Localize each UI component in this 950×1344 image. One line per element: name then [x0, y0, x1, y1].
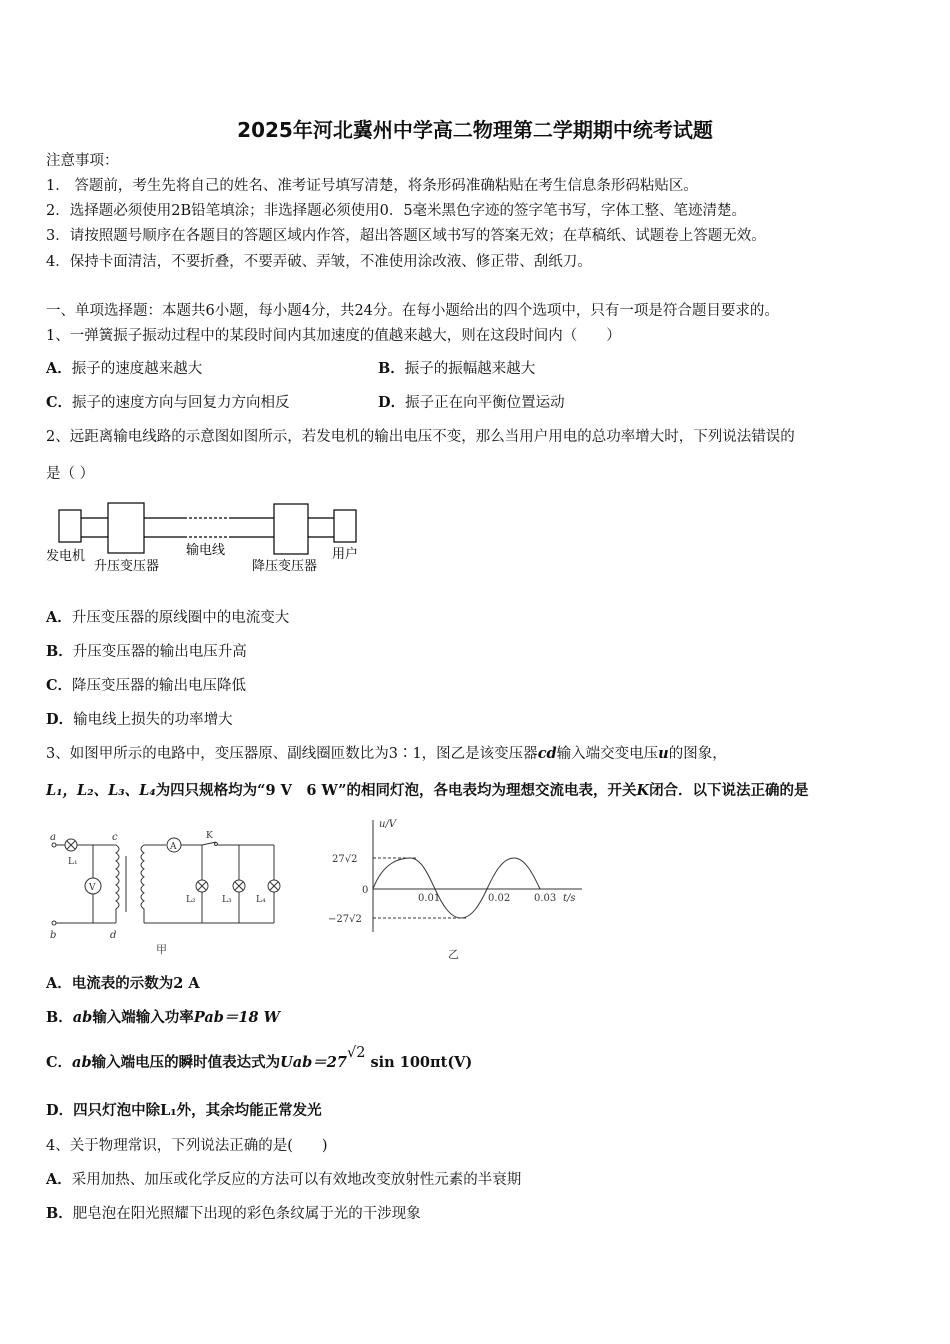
- svg-text:L₂: L₂: [186, 895, 196, 905]
- q4-stem: 4、关于物理常识，下列说法正确的是( ): [46, 1138, 328, 1154]
- svg-text:d: d: [110, 930, 117, 941]
- step-up-box: [108, 503, 144, 553]
- svg-text:乙: 乙: [448, 948, 459, 961]
- q1-stem: 1、一弹簧振子振动过程中的某段时间内其加速度的值越来越大，则在这段时间内（ ）: [46, 328, 621, 344]
- voltage-graph-b: [320, 812, 590, 962]
- q3-option-d: D．四只灯泡中除L₁外，其余均能正常发光: [46, 1102, 322, 1119]
- notice-heading: 注意事项：: [46, 153, 119, 169]
- q2-option-d: D．输电线上损失的功率增大: [46, 711, 233, 728]
- q2-stem: 2、远距离输电线路的示意图如图所示，若发电机的输出电压不变，那么当用户用电的总功率增大时，下列说法错误的: [46, 429, 795, 445]
- transmission-diagram: [44, 496, 374, 580]
- user-label: 用户: [332, 547, 359, 562]
- generator-box: [59, 510, 81, 542]
- page-title: 2025年河北冀州中学高二物理第二学期期中统考试题: [237, 118, 713, 142]
- sine-curve: [373, 858, 540, 918]
- q4-option-b: B．肥皂泡在阳光照耀下出现的彩色条纹属于光的干涉现象: [46, 1205, 421, 1222]
- q1-option-c: C．振子的速度方向与回复力方向相反: [46, 394, 290, 411]
- q3-option-c: C．ab输入端电压的瞬时值表达式为Uab＝27√2 sin 100πt(V): [46, 1045, 473, 1071]
- q1-option-a: A．振子的速度越来越大: [46, 360, 203, 377]
- svg-text:0: 0: [362, 885, 369, 896]
- svg-text:b: b: [50, 930, 57, 941]
- q3-option-a: A．电流表的示数为2 A: [46, 975, 200, 992]
- secondary-coil: [141, 845, 144, 923]
- notice-item: 1． 答题前，考生先将自己的姓名、准考证号填写清楚，将条形码准确粘贴在考生信息条形码粘贴区。: [46, 178, 698, 194]
- line-label: 输电线: [186, 543, 226, 558]
- svg-text:0.03: 0.03: [534, 893, 557, 904]
- q3-stem: 3、如图甲所示的电路中，变压器原、副线圈匝数比为3∶1，图乙是该变压器cd输入端交变电压u的图象，: [46, 745, 727, 762]
- generator-label: 发电机: [46, 549, 86, 564]
- q3-option-b: B．ab输入端输入功率Pab＝18 W: [46, 1009, 280, 1026]
- primary-coil: [116, 845, 119, 923]
- svg-text:0.01: 0.01: [418, 893, 441, 904]
- svg-text:27√2: 27√2: [332, 854, 358, 865]
- q2-option-a: A．升压变压器的原线圈中的电流变大: [46, 609, 290, 626]
- circuit-diagram-a: [44, 820, 294, 960]
- q4-option-a: A．采用加热、加压或化学反应的方法可以有效地改变放射性元素的半衰期: [46, 1171, 522, 1188]
- svg-text:a: a: [50, 832, 56, 843]
- step-down-box: [274, 504, 308, 554]
- notice-item: 4．保持卡面清洁，不要折叠，不要弄破、弄皱，不准使用涂改液、修正带、刮纸刀。: [46, 254, 592, 270]
- user-box: [334, 510, 356, 542]
- q2-stem-cont: 是（ ）: [46, 466, 95, 482]
- svg-text:V: V: [89, 883, 96, 893]
- q1-option-d: D．振子正在向平衡位置运动: [378, 394, 565, 411]
- svg-text:u/V: u/V: [379, 819, 397, 830]
- svg-text:A: A: [170, 842, 177, 852]
- svg-text:K: K: [206, 831, 213, 841]
- svg-text:L₃: L₃: [222, 895, 232, 905]
- q3-stem-cont: L₁，L₂、L₃、L₄为四只规格均为“9 V 6 W”的相同灯泡，各电表均为理想交流电表，开关K闭合．以下说法正确的是: [46, 782, 809, 799]
- svg-text:t/s: t/s: [563, 893, 576, 904]
- q2-option-c: C．降压变压器的输出电压降低: [46, 677, 247, 694]
- notice-item: 2．选择题必须使用2B铅笔填涂；非选择题必须使用0．5毫米黑色字迹的签字笔书写，字体工整、笔迹清楚。: [46, 203, 747, 219]
- svg-text:−27√2: −27√2: [328, 914, 362, 925]
- step-down-label: 降压变压器: [252, 559, 318, 574]
- section-heading: 一、单项选择题：本题共6小题，每小题4分，共24分。在每小题给出的四个选项中，只有一项是符合题目要求的。: [46, 303, 779, 319]
- svg-text:甲: 甲: [156, 943, 167, 956]
- svg-text:L₄: L₄: [256, 895, 266, 905]
- svg-text:L₁: L₁: [68, 857, 78, 867]
- svg-text:c: c: [112, 832, 118, 843]
- notice-item: 3．请按照题号顺序在各题目的答题区域内作答，超出答题区域书写的答案无效；在草稿纸、试题卷上答题无效。: [46, 228, 766, 244]
- svg-text:0.02: 0.02: [488, 893, 511, 904]
- step-up-label: 升压变压器: [94, 559, 160, 574]
- q2-option-b: B．升压变压器的输出电压升高: [46, 643, 247, 660]
- switch-k: [202, 842, 216, 845]
- q1-option-b: B．振子的振幅越来越大: [378, 360, 536, 377]
